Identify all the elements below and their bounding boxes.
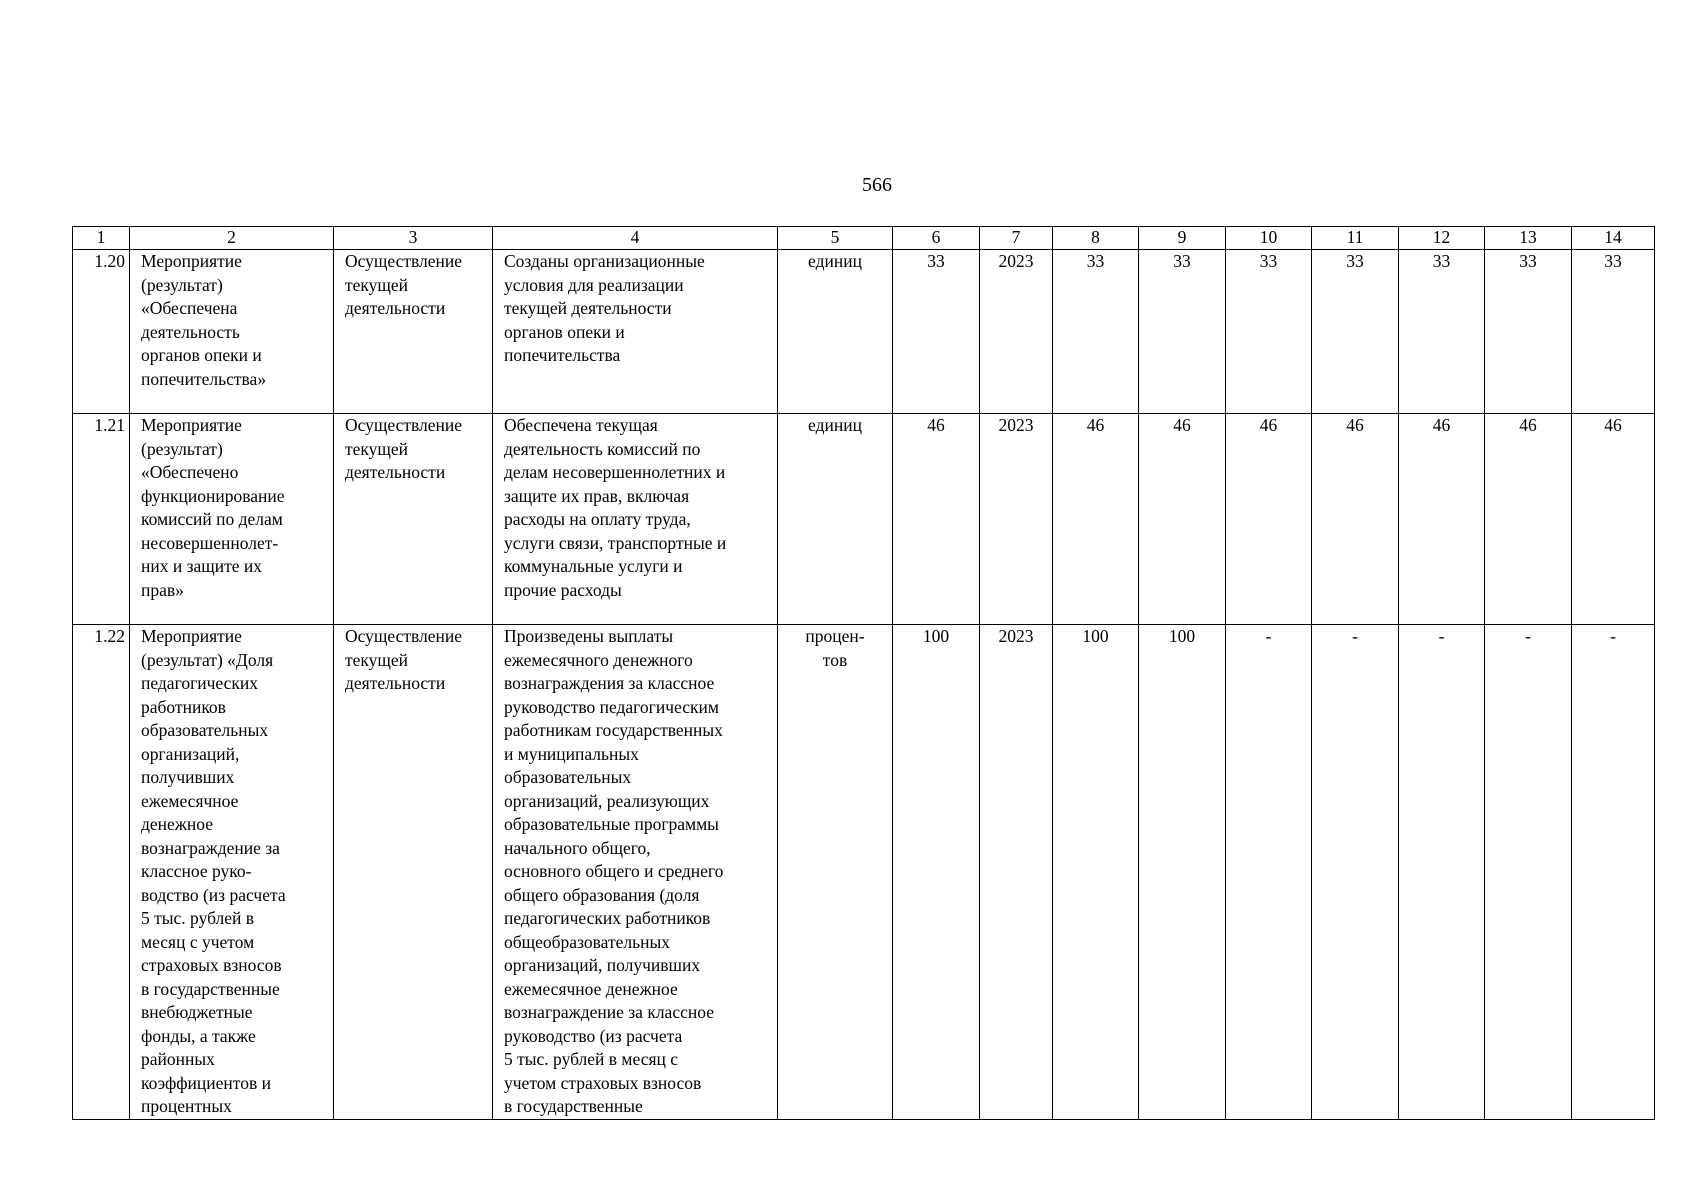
year-value: 46 bbox=[1139, 414, 1226, 625]
year-value: - bbox=[1485, 625, 1572, 1120]
year-value: 46 bbox=[1053, 414, 1139, 625]
base-value: 100 bbox=[893, 625, 980, 1120]
base-year: 2023 bbox=[980, 625, 1053, 1120]
base-year: 2023 bbox=[980, 414, 1053, 625]
year-value: 46 bbox=[1312, 414, 1399, 625]
base-year: 2023 bbox=[980, 250, 1053, 414]
year-value: - bbox=[1312, 625, 1399, 1120]
measure-type: Осуществление текущей деятельности bbox=[334, 414, 493, 625]
page-number: 566 bbox=[862, 174, 892, 196]
measure-description: Созданы организационные условия для реализации текущей деятельности органов опеки и попечительства bbox=[493, 250, 778, 414]
row-number: 1.22 bbox=[73, 625, 130, 1120]
unit-of-measure: единиц bbox=[778, 250, 893, 414]
year-value: 33 bbox=[1226, 250, 1312, 414]
column-number: 14 bbox=[1572, 227, 1655, 250]
unit-of-measure: единиц bbox=[778, 414, 893, 625]
column-number-row bbox=[73, 227, 1655, 250]
year-value: - bbox=[1226, 625, 1312, 1120]
year-value: 33 bbox=[1572, 250, 1655, 414]
measure-description: Обеспечена текущая деятельность комиссий по делам несовершеннолетних и защите их прав, включая расходы на оплату труда, услуги связи, транспортные и коммунальные услуги и прочие расходы bbox=[493, 414, 778, 625]
table-row bbox=[73, 250, 1655, 414]
measure-name: Мероприятие (результат) «Доля педагогических работников образовательных организаций, получивших ежемесячное денежное вознаграждение за классное руко- водство (из расчета 5 тыс. рублей в месяц с учетом страховых взносов в государственные внебюджетные фонды, а также районных коэффициентов и процентных bbox=[130, 625, 334, 1120]
year-value: 33 bbox=[1485, 250, 1572, 414]
column-number: 5 bbox=[778, 227, 893, 250]
row-number: 1.20 bbox=[73, 250, 130, 414]
year-value: 46 bbox=[1485, 414, 1572, 625]
column-number: 7 bbox=[980, 227, 1053, 250]
measure-name: Мероприятие (результат) «Обеспечено функционирование комиссий по делам несовершеннолет- них и защите их прав» bbox=[130, 414, 334, 625]
measure-type: Осуществление текущей деятельности bbox=[334, 250, 493, 414]
column-number: 13 bbox=[1485, 227, 1572, 250]
indicator-table bbox=[72, 226, 1655, 1120]
measure-description: Произведены выплаты ежемесячного денежного вознаграждения за классное руководство педагогическим работникам государственных и муниципальных образовательных организаций, реализующих образовательные программы начального общего, основного общего и среднего общего образования (доля педагогических работников общеобразовательных организаций, получивших ежемесячное денежное вознаграждение за классное руководство (из расчета 5 тыс. рублей в месяц с учетом страховых взносов в государственные bbox=[493, 625, 778, 1120]
column-number: 8 bbox=[1053, 227, 1139, 250]
column-number: 10 bbox=[1226, 227, 1312, 250]
base-value: 46 bbox=[893, 414, 980, 625]
column-number: 9 bbox=[1139, 227, 1226, 250]
year-value: - bbox=[1399, 625, 1485, 1120]
base-value: 33 bbox=[893, 250, 980, 414]
year-value: 33 bbox=[1312, 250, 1399, 414]
measure-name: Мероприятие (результат) «Обеспечена деятельность органов опеки и попечительства» bbox=[130, 250, 334, 414]
column-number: 12 bbox=[1399, 227, 1485, 250]
column-number: 6 bbox=[893, 227, 980, 250]
column-number: 1 bbox=[73, 227, 130, 250]
table-row bbox=[73, 414, 1655, 625]
year-value: 100 bbox=[1139, 625, 1226, 1120]
table-row bbox=[73, 625, 1655, 1120]
year-value: 33 bbox=[1053, 250, 1139, 414]
row-number: 1.21 bbox=[73, 414, 130, 625]
year-value: 100 bbox=[1053, 625, 1139, 1120]
unit-of-measure: процен- тов bbox=[778, 625, 893, 1120]
measure-type: Осуществление текущей деятельности bbox=[334, 625, 493, 1120]
column-number: 4 bbox=[493, 227, 778, 250]
year-value: 46 bbox=[1226, 414, 1312, 625]
year-value: 46 bbox=[1572, 414, 1655, 625]
column-number: 2 bbox=[130, 227, 334, 250]
year-value: 46 bbox=[1399, 414, 1485, 625]
column-number: 11 bbox=[1312, 227, 1399, 250]
column-number: 3 bbox=[334, 227, 493, 250]
year-value: - bbox=[1572, 625, 1655, 1120]
year-value: 33 bbox=[1139, 250, 1226, 414]
year-value: 33 bbox=[1399, 250, 1485, 414]
